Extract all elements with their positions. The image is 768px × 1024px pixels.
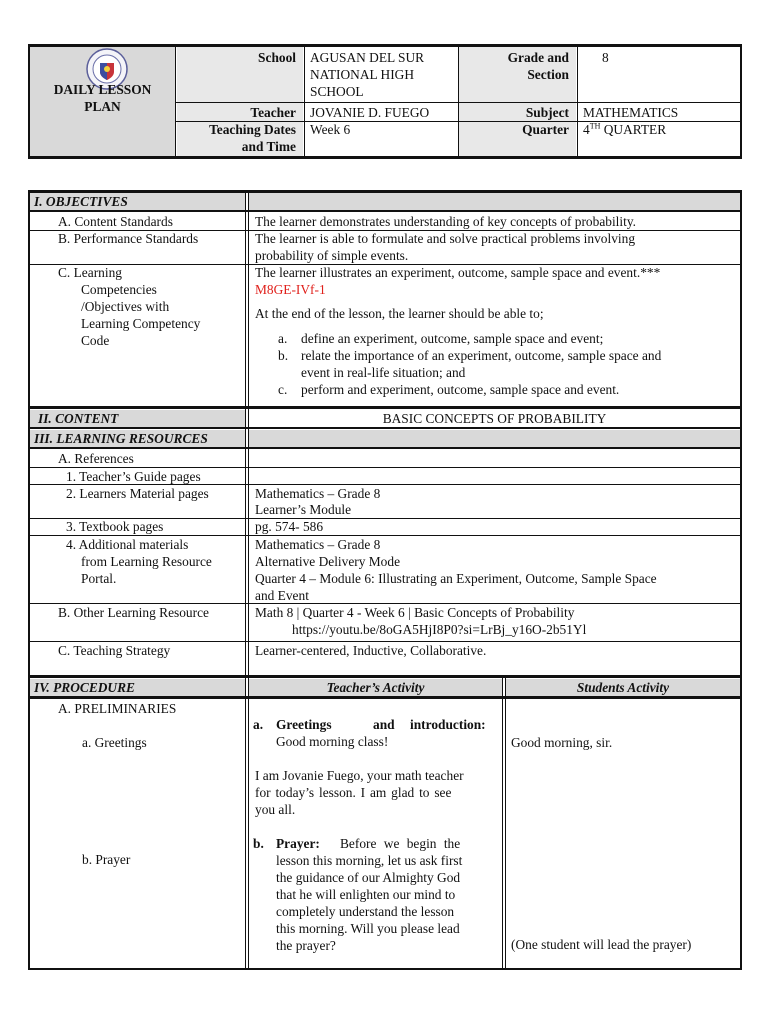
prayer-line: Before we begin the [340, 836, 461, 851]
dates-label-line1: Teaching Dates [209, 122, 296, 137]
content-heading: II. CONTENT [38, 411, 119, 426]
subject-label: Subject [525, 105, 569, 120]
greeting-text: Good morning class! [276, 734, 389, 749]
procedure-heading: IV. PROCEDURE [34, 680, 135, 695]
grade-value: 8 [602, 50, 609, 65]
lc-item-text: perform and experiment, outcome, sample space and event. [301, 382, 620, 397]
student-greeting: Good morning, sir. [511, 735, 613, 750]
prayer-marker: b. [253, 836, 264, 851]
performance-standards-value-line2: probability of simple events. [255, 248, 409, 263]
lc-value-line1: The learner illustrates an experiment, outcome, sample space and event.*** [255, 265, 661, 280]
other-resource-value-line1: Math 8 | Quarter 4 - Week 6 | Basic Concepts of Probability [255, 605, 575, 620]
quarter-value: 4TH QUARTER [583, 121, 667, 137]
lc-item-text-cont: event in real-life situation; and [301, 365, 466, 380]
lc-item-marker: a. [278, 331, 288, 346]
teaching-strategy-value: Learner-centered, Inductive, Collaborative. [255, 643, 487, 658]
student-activity-heading: Students Activity [576, 680, 670, 695]
teacher-label: Teacher [250, 105, 296, 120]
other-resource-label: B. Other Learning Resource [58, 605, 209, 620]
lc-intro: At the end of the lesson, the learner should be able to; [255, 306, 544, 321]
content-standards-value: The learner demonstrates understanding of key concepts of probability. [255, 214, 637, 229]
dates-value: Week 6 [310, 122, 351, 137]
lc-code: M8GE-IVf-1 [255, 282, 326, 297]
performance-standards-value-line1: The learner is able to formulate and solve practical problems involving [255, 231, 636, 246]
textbook-value: pg. 574- 586 [255, 519, 324, 534]
lc-label-line1: C. Learning [58, 265, 122, 280]
lc-item-text: define an experiment, outcome, sample space and event; [301, 331, 604, 346]
references-label: A. References [58, 451, 134, 466]
greetings-label: a. Greetings [82, 735, 147, 750]
content-value: BASIC CONCEPTS OF PROBABILITY [382, 411, 607, 426]
preliminaries-label: A. PRELIMINARIES [58, 701, 177, 716]
student-prayer: (One student will lead the prayer) [511, 937, 692, 952]
additional-materials-value-line1: Mathematics – Grade 8 [255, 537, 381, 552]
teaching-strategy-label: C. Teaching Strategy [58, 643, 171, 658]
lc-label-line3: /Objectives with [81, 299, 170, 314]
teachers-guide-label: 1. Teacher’s Guide pages [66, 469, 201, 484]
lc-item-marker: c. [278, 382, 288, 397]
intro-line: you all. [255, 802, 296, 817]
lc-label-line4: Learning Competency [81, 316, 201, 331]
grade-label-line2: Section [527, 67, 569, 82]
intro-line: for today’s lesson. I am glad to see [255, 785, 452, 800]
objectives-heading: I. OBJECTIVES [34, 194, 128, 209]
textbook-label: 3. Textbook pages [66, 519, 164, 534]
prayer-label: b. Prayer [82, 852, 131, 867]
prayer-heading: Prayer: [276, 836, 320, 851]
learners-material-label: 2. Learners Material pages [66, 486, 209, 501]
resources-heading: III. LEARNING RESOURCES [34, 431, 208, 446]
prayer-line: the guidance of our Almighty God [276, 870, 461, 885]
additional-materials-label-line2: from Learning Resource [81, 554, 212, 569]
lc-item-marker: b. [278, 348, 289, 363]
additional-materials-value-line4: and Event [255, 588, 309, 603]
prayer-line: that he will enlighten our mind to [276, 887, 456, 902]
plan-title-line2: PLAN [84, 99, 121, 114]
additional-materials-value-line3: Quarter 4 – Module 6: Illustrating an Experiment, Outcome, Sample Space [255, 571, 657, 586]
school-value-line3: SCHOOL [310, 84, 364, 99]
dates-label-line2: and Time [241, 139, 296, 154]
teacher-value: JOVANIE D. FUEGO [310, 105, 430, 120]
greeting-marker: a. [253, 717, 264, 732]
learners-material-value-line2: Learner’s Module [255, 502, 352, 517]
intro-line: I am Jovanie Fuego, your math teacher [255, 768, 464, 783]
learners-material-value-line1: Mathematics – Grade 8 [255, 486, 381, 501]
subject-value: MATHEMATICS [583, 105, 679, 120]
additional-materials-label-line1: 4. Additional materials [66, 537, 189, 552]
performance-standards-label: B. Performance Standards [58, 231, 199, 246]
prayer-line: completely understand the lesson [276, 904, 455, 919]
lc-label-line2: Competencies [81, 282, 157, 297]
prayer-line: the prayer? [276, 938, 336, 953]
school-value-line2: NATIONAL HIGH [310, 67, 415, 82]
grade-label-line1: Grade and [507, 50, 569, 65]
quarter-label: Quarter [522, 122, 569, 137]
lc-label-line5: Code [81, 333, 110, 348]
prayer-line: this morning. Will you please lead [276, 921, 460, 936]
video-link[interactable]: https://youtu.be/8oGA5HjI8P0?si=LrBj_y16O-2b51Yl [292, 622, 587, 637]
plan-title-line1: DAILY LESSON [53, 82, 152, 97]
greeting-heading-word: and [373, 717, 395, 732]
additional-materials-label-line3: Portal. [81, 571, 117, 586]
school-value-line1: AGUSAN DEL SUR [310, 50, 425, 65]
additional-materials-value-line2: Alternative Delivery Mode [255, 554, 401, 569]
teacher-activity-heading: Teacher’s Activity [326, 680, 425, 695]
greeting-heading-word: Greetings [276, 717, 332, 732]
content-standards-label: A. Content Standards [58, 214, 173, 229]
prayer-line: lesson this morning, let us ask first [276, 853, 463, 868]
greeting-heading-word: introduction: [410, 717, 486, 732]
school-label: School [258, 50, 296, 65]
lc-item-text: relate the importance of an experiment, outcome, sample space and [301, 348, 662, 363]
